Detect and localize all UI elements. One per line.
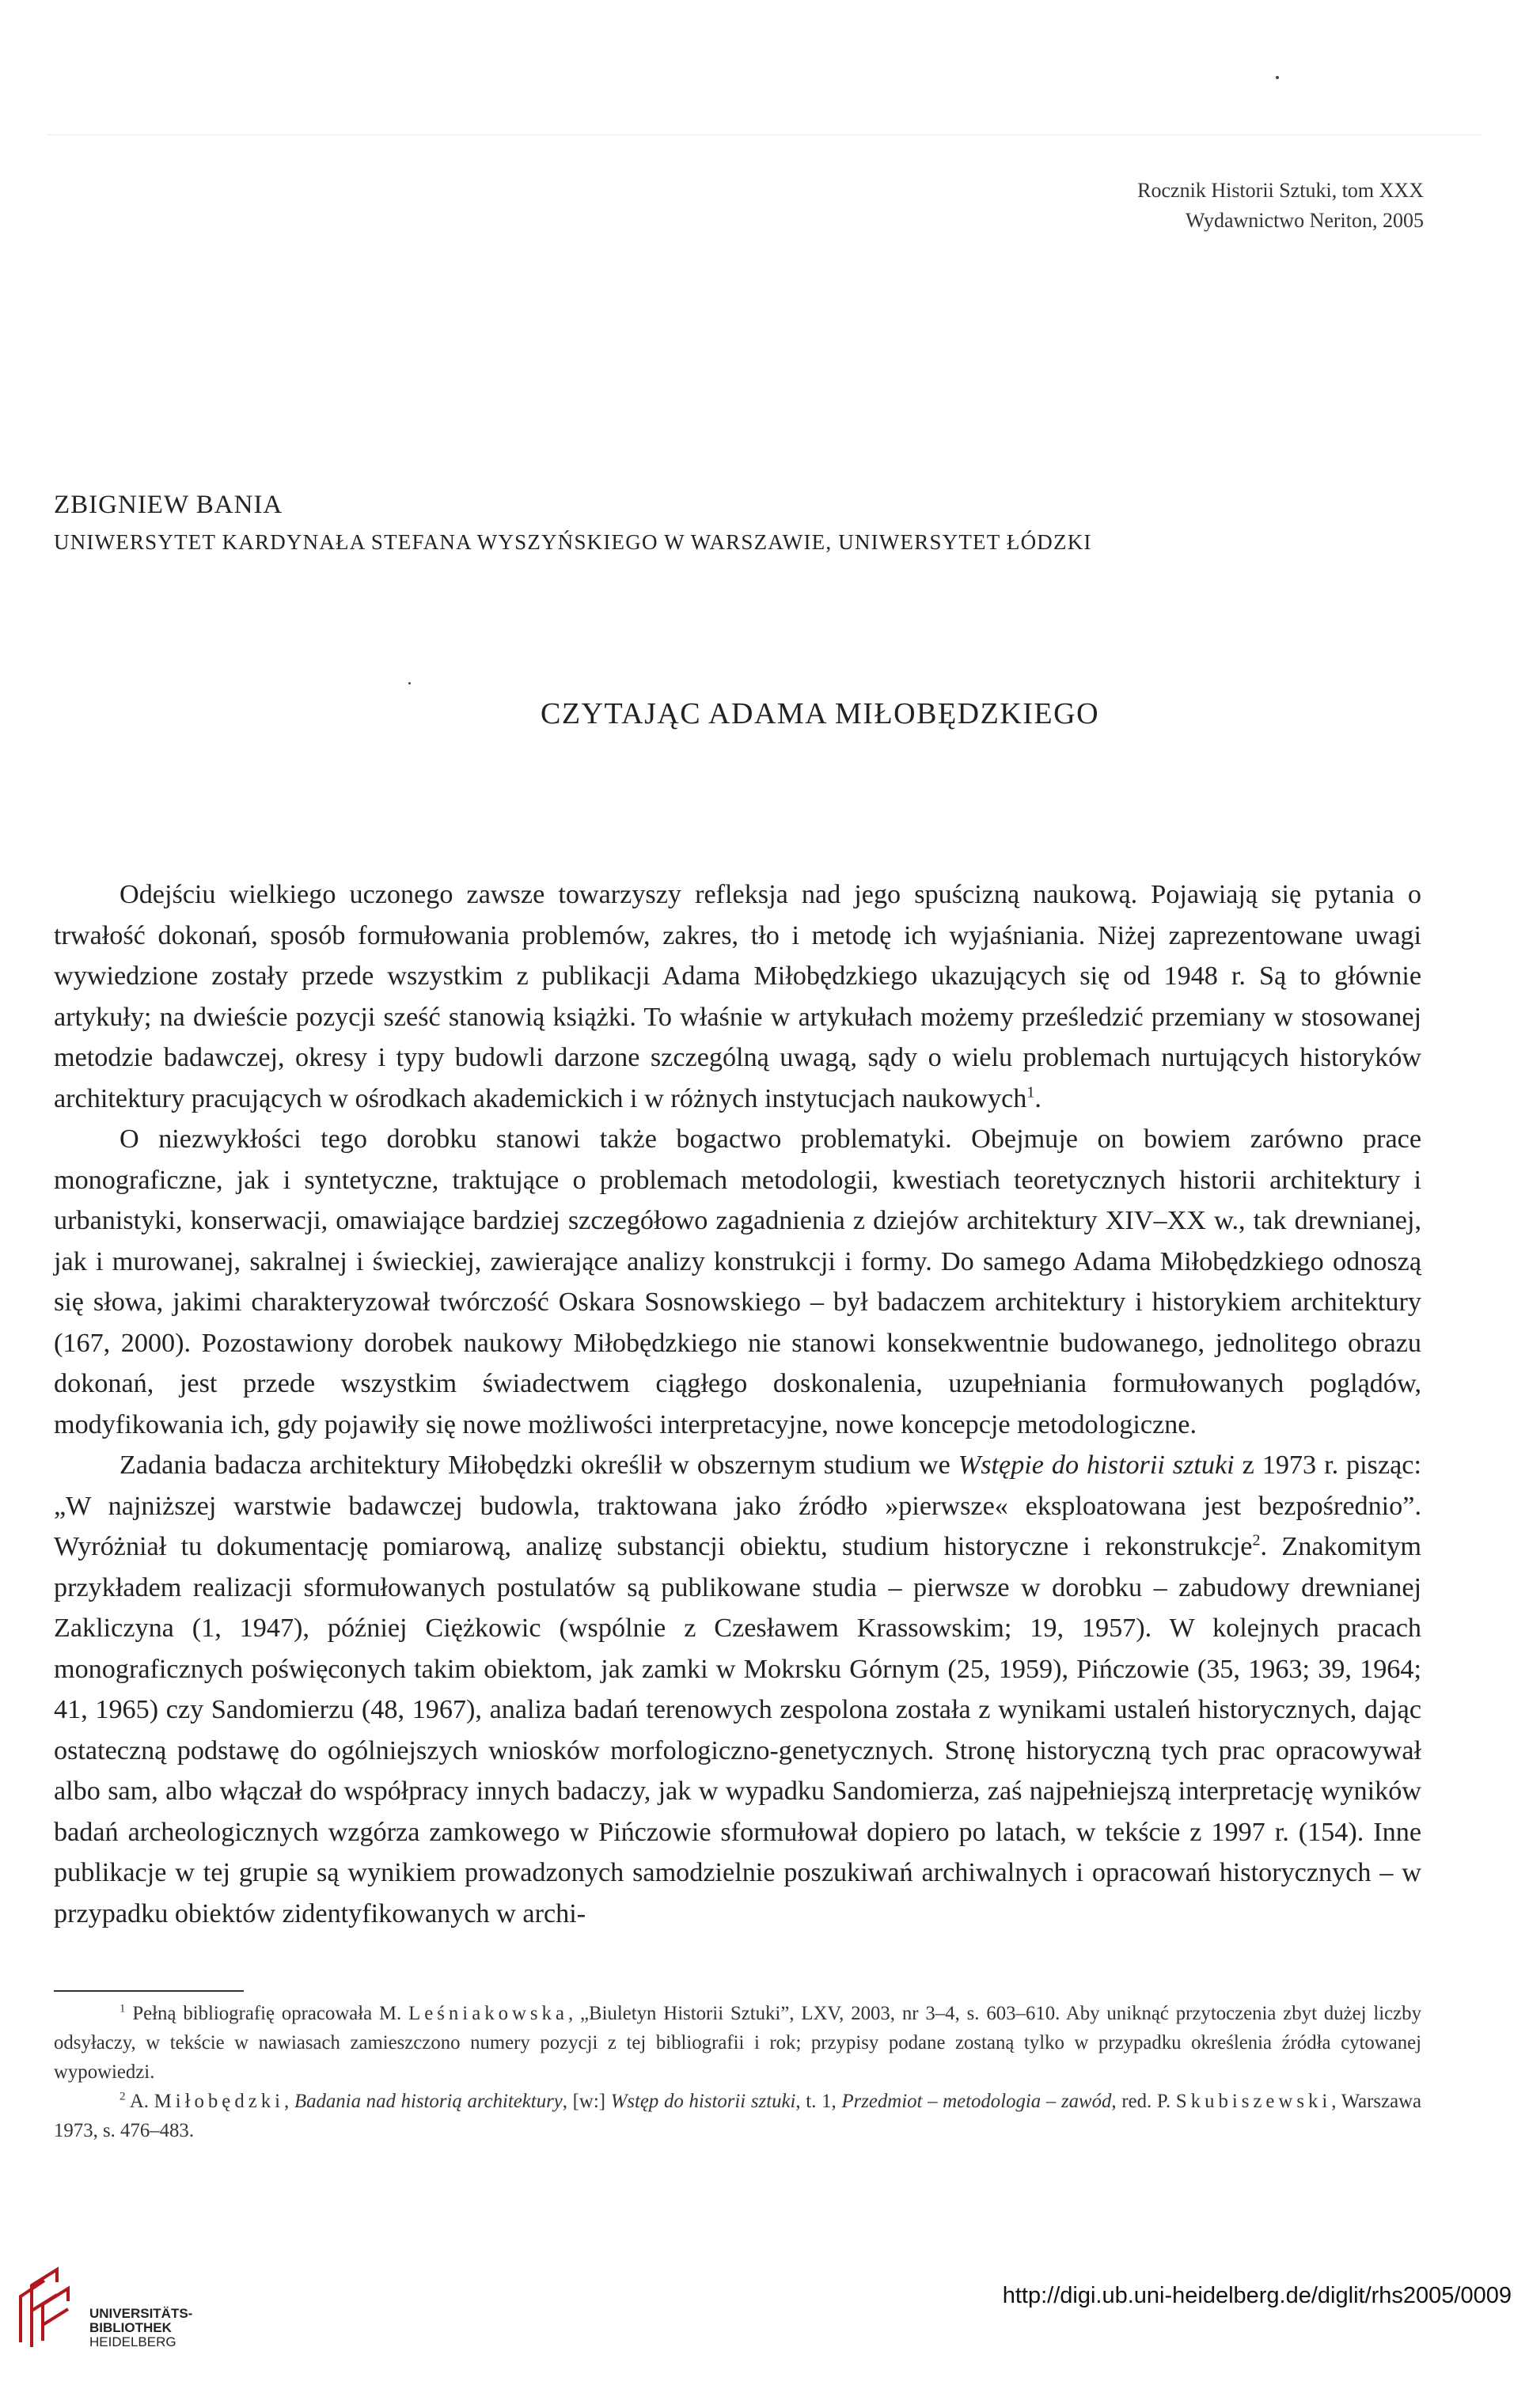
footnote-text: ,	[284, 2091, 294, 2112]
italic-title: Przedmiot – metodologia – zawód	[841, 2091, 1112, 2112]
italic-title: Wstępie do historii sztuki	[958, 1450, 1235, 1480]
author-affiliation: UNIWERSYTET KARDYNAŁA STEFANA WYSZYŃSKIEGO W WARSZAWIE, UNIWERSYTET ŁÓDZKI	[54, 530, 1092, 554]
footnote-divider	[54, 1990, 244, 1992]
footnote-ref[interactable]: 2	[1252, 1531, 1261, 1549]
scan-speck	[1276, 76, 1279, 79]
footnote-text: Pełną bibliografię opracowała M.	[125, 2003, 409, 2024]
author-name-spaced: Leśniakowska	[408, 2003, 568, 2024]
publisher: Wydawnictwo Neriton, 2005	[1186, 209, 1424, 232]
author-name-spaced: Skubiszewski	[1175, 2091, 1332, 2112]
paragraph	[54, 1445, 1421, 1934]
paragraph-text: Odejściu wielkiego uczonego zawsze towarzyszy refleksja nad jego spuścizną naukową. Pojawiają się pytania o trwałość dokonań, sposób formułowania problemów, zakres, tło i metodę ich wyjaśniania. Niżej zaprezentowane uwagi wywiedzione zostały przede wszystkim z publikacji Adama Miłobędzkiego ukazujących się od 1948 r. Są to głównie artykuły; na dwieście pozycji sześć stanowią książki. To właśnie w artykułach możemy prześledzić przemiany w stosowanej metodzie badawczej, okresy i typy budowli darzone szczególną uwagą, sądy o wielu problemach nurtujących historyków architektury pracujących w ośrodkach akademickich i w różnych instytucjach naukowych	[54, 880, 1421, 1113]
paragraph-text: .	[1034, 1083, 1041, 1113]
journal-name: Rocznik Historii Sztuki, tom XXX	[1137, 179, 1424, 202]
footnote-text: A.	[125, 2091, 154, 2112]
footnote-1	[54, 1999, 1421, 2087]
footnote-text: , red. P.	[1111, 2091, 1176, 2112]
library-logo-icon	[16, 2265, 73, 2349]
author-name-spaced: Miłobędzki	[154, 2091, 285, 2112]
footnotes	[54, 1999, 1421, 2145]
paragraph-text: Zadania badacza architektury Miłobędzki określił w obszernym studium we	[120, 1450, 958, 1480]
library-footer	[0, 2235, 1529, 2408]
footnote-text: , Warszawa 1973, s. 476–483.	[54, 2091, 1421, 2141]
paragraph-text: . Znakomitym przykładem realizacji sformułowanych postulatów są publikowane studia – pierwsze w dorobku – zabudowy drewnianej Zakliczyna (1, 1947), później Ciężkowic (wspólnie z Czesławem Krassowskim; 19, 1957). W kolejnych pracach monograficznych poświęconych takim obiektom, jak zamki w Mokrsku Górnym (25, 1959), Pińczowie (35, 1963; 39, 1964; 41, 1965) czy Sandomierzu (48, 1967), analiza badań terenowych zespolona została z wynikami ustaleń historycznych, dając ostateczną podstawę do ogólniejszych wniosków morfologiczno-genetycznych. Stronę historyczną tych prac opracowywał albo sam, albo włączał do współpracy innych badaczy, jak w wypadku Sandomierza, zaś najpełniejszą interpretację wyników badań archeologicznych wzgórza zamkowego w Pińczowie sformułował dopiero po latach, w tekście z 1997 r. (154). Inne publikacje w tej grupie są wynikiem prowadzonych samodzielnie poszukiwań archiwalnych i opracowań historycznych – w przypadku obiektów zidentyfikowanych w archi-	[54, 1532, 1421, 1928]
article-title: CZYTAJĄC ADAMA MIŁOBĘDZKIEGO	[540, 697, 1100, 730]
paragraph-text: O niezwykłości tego dorobku stanowi także bogactwo problematyki. Obejmuje on bowiem zarówno prace monograficzne, jak i syntetyczne, traktujące o problemach metodologii, kwestiach teoretycznych historii architektury i urbanistyki, konserwacji, omawiające bardziej szczegółowo zagadnienia z dziejów architektury XIV–XX w., tak drewnianej, jak i murowanej, sakralnej i świeckiej, zawierające analizy konstrukcji i formy. Do samego Adama Miłobędzkiego odnoszą się słowa, jakimi charakteryzował twórczość Oskara Sosnowskiego – był badaczem architektury i historykiem architektury (167, 2000). Pozostawiony dorobek naukowy Miłobędzkiego nie stanowi konsekwentnie budowanego, jednolitego obrazu dokonań, jest przede wszystkim świadectwem ciągłego doskonalenia, uzupełniania formułowanych poglądów, modyfikowania ich, gdy pojawiły się nowe możliwości interpretacyjne, nowe koncepcje metodologiczne.	[54, 1124, 1421, 1439]
footnote-number: 1	[120, 2002, 126, 2016]
footnote-text: , [w:]	[562, 2091, 611, 2112]
paragraph	[54, 874, 1421, 1119]
scan-speck	[408, 682, 411, 684]
paragraph	[54, 1119, 1421, 1445]
library-name	[89, 2307, 192, 2349]
article-body	[54, 874, 1421, 1934]
library-name-line: UNIVERSITÄTS-	[89, 2306, 193, 2321]
italic-title: Badania nad historią architektury	[294, 2091, 563, 2112]
footnote-text: , „Biuletyn Historii Sztuki”, LXV, 2003, nr 3–4, s. 603–610. Aby uniknąć przytoczenia zbyt dużej liczby odsyłaczy, w tekście w nawiasach zamieszczono numery pozycji z tej bibliografii i rok; przypisy podane zostaną tylko w przypadku określenia źródła cytowanej wypowiedzi.	[54, 2003, 1421, 2083]
library-name-line: HEIDELBERG	[89, 2334, 176, 2349]
paragraph-text: z 1973 r. pisząc: „W najniższej warstwie badawczej budowla, traktowana jako źródło »pierwsze« eksploatowana jest bezpośrednio”. Wyróżniał tu dokumentację pomiarową, analizę substancji obiektu, studium historyczne i rekonstrukcje	[54, 1450, 1421, 1561]
italic-title: Wstęp do historii sztuki	[610, 2091, 796, 2112]
library-name-line: BIBLIOTHEK	[89, 2320, 172, 2335]
source-url-link[interactable]: http://digi.ub.uni-heidelberg.de/diglit/rhs2005/0009	[1002, 2283, 1512, 2308]
footnote-2	[54, 2087, 1421, 2145]
footnote-text: , t. 1,	[795, 2091, 842, 2112]
footnote-ref[interactable]: 1	[1026, 1083, 1035, 1102]
footnote-number: 2	[120, 2090, 126, 2103]
author-name: ZBIGNIEW BANIA	[54, 491, 283, 519]
journal-header	[1137, 176, 1424, 236]
